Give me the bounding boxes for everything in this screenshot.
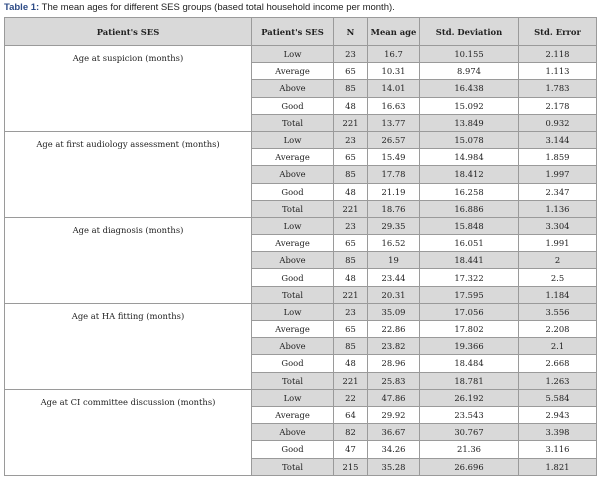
mean-cell: 21.19 [368, 183, 420, 200]
n-cell: 47 [334, 441, 368, 458]
group-label: Age at suspicion (months) [5, 46, 252, 132]
group-label: Age at CI committee discussion (months) [5, 389, 252, 475]
ses-cell: Low [252, 131, 334, 148]
se-cell: 2 [519, 252, 597, 269]
mean-cell: 16.52 [368, 235, 420, 252]
sd-cell: 17.802 [420, 321, 519, 338]
ses-cell: Above [252, 166, 334, 183]
sd-cell: 17.056 [420, 303, 519, 320]
header-cell: Mean age [368, 18, 420, 46]
ses-cell: Average [252, 321, 334, 338]
se-cell: 5.584 [519, 389, 597, 406]
header-cell: Std. Deviation [420, 18, 519, 46]
table-body [5, 46, 597, 476]
ses-cell: Low [252, 303, 334, 320]
ses-cell: Total [252, 372, 334, 389]
table-row [5, 303, 597, 320]
ses-cell: Low [252, 217, 334, 234]
sd-cell: 23.543 [420, 406, 519, 423]
se-cell: 1.997 [519, 166, 597, 183]
n-cell: 65 [334, 63, 368, 80]
se-cell: 2.347 [519, 183, 597, 200]
n-cell: 221 [334, 286, 368, 303]
group-label: Age at first audiology assessment (months) [5, 131, 252, 217]
n-cell: 64 [334, 406, 368, 423]
table-caption [4, 2, 395, 13]
table-row [5, 217, 597, 234]
se-cell: 0.932 [519, 114, 597, 131]
header-cell: Patient's SES [5, 18, 252, 46]
header-cell: Patient's SES [252, 18, 334, 46]
sd-cell: 30.767 [420, 424, 519, 441]
mean-cell: 47.86 [368, 389, 420, 406]
sd-cell: 10.155 [420, 46, 519, 63]
mean-cell: 10.31 [368, 63, 420, 80]
sd-cell: 13.849 [420, 114, 519, 131]
n-cell: 48 [334, 355, 368, 372]
group-label: Age at HA fitting (months) [5, 303, 252, 389]
n-cell: 23 [334, 46, 368, 63]
n-cell: 82 [334, 424, 368, 441]
ses-cell: Above [252, 252, 334, 269]
mean-cell: 22.86 [368, 321, 420, 338]
sd-cell: 17.322 [420, 269, 519, 286]
se-cell: 2.668 [519, 355, 597, 372]
ses-mean-ages-table [4, 17, 597, 476]
se-cell: 1.184 [519, 286, 597, 303]
mean-cell: 23.82 [368, 338, 420, 355]
n-cell: 65 [334, 149, 368, 166]
ses-cell: Good [252, 269, 334, 286]
mean-cell: 18.76 [368, 200, 420, 217]
mean-cell: 19 [368, 252, 420, 269]
ses-cell: Average [252, 406, 334, 423]
se-cell: 1.991 [519, 235, 597, 252]
sd-cell: 26.192 [420, 389, 519, 406]
se-cell: 1.136 [519, 200, 597, 217]
se-cell: 3.398 [519, 424, 597, 441]
sd-cell: 26.696 [420, 458, 519, 475]
n-cell: 221 [334, 372, 368, 389]
ses-cell: Low [252, 389, 334, 406]
header-row [5, 18, 597, 46]
sd-cell: 8.974 [420, 63, 519, 80]
table-row [5, 131, 597, 148]
se-cell: 1.113 [519, 63, 597, 80]
se-cell: 3.144 [519, 131, 597, 148]
ses-cell: Good [252, 441, 334, 458]
n-cell: 48 [334, 97, 368, 114]
n-cell: 215 [334, 458, 368, 475]
sd-cell: 17.595 [420, 286, 519, 303]
ses-cell: Average [252, 149, 334, 166]
n-cell: 85 [334, 166, 368, 183]
mean-cell: 15.49 [368, 149, 420, 166]
sd-cell: 19.366 [420, 338, 519, 355]
sd-cell: 18.441 [420, 252, 519, 269]
ses-cell: Total [252, 114, 334, 131]
header-cell: N [334, 18, 368, 46]
mean-cell: 29.92 [368, 406, 420, 423]
caption-text: The mean ages for different SES groups (based total household income per month). [39, 2, 395, 13]
mean-cell: 20.31 [368, 286, 420, 303]
sd-cell: 16.438 [420, 80, 519, 97]
se-cell: 2.178 [519, 97, 597, 114]
se-cell: 2.118 [519, 46, 597, 63]
n-cell: 221 [334, 200, 368, 217]
ses-cell: Total [252, 458, 334, 475]
mean-cell: 25.83 [368, 372, 420, 389]
mean-cell: 16.7 [368, 46, 420, 63]
ses-cell: Average [252, 235, 334, 252]
ses-cell: Total [252, 200, 334, 217]
ses-cell: Above [252, 338, 334, 355]
n-cell: 22 [334, 389, 368, 406]
mean-cell: 34.26 [368, 441, 420, 458]
se-cell: 3.556 [519, 303, 597, 320]
se-cell: 1.859 [519, 149, 597, 166]
se-cell: 3.304 [519, 217, 597, 234]
se-cell: 1.783 [519, 80, 597, 97]
n-cell: 85 [334, 338, 368, 355]
n-cell: 65 [334, 235, 368, 252]
ses-cell: Good [252, 183, 334, 200]
n-cell: 65 [334, 321, 368, 338]
sd-cell: 16.258 [420, 183, 519, 200]
header-cell: Std. Error [519, 18, 597, 46]
se-cell: 2.1 [519, 338, 597, 355]
n-cell: 23 [334, 217, 368, 234]
se-cell: 2.5 [519, 269, 597, 286]
mean-cell: 23.44 [368, 269, 420, 286]
sd-cell: 15.078 [420, 131, 519, 148]
sd-cell: 18.412 [420, 166, 519, 183]
mean-cell: 17.78 [368, 166, 420, 183]
sd-cell: 15.848 [420, 217, 519, 234]
mean-cell: 13.77 [368, 114, 420, 131]
n-cell: 48 [334, 183, 368, 200]
ses-cell: Low [252, 46, 334, 63]
sd-cell: 14.984 [420, 149, 519, 166]
table-row [5, 389, 597, 406]
se-cell: 3.116 [519, 441, 597, 458]
ses-cell: Total [252, 286, 334, 303]
mean-cell: 35.09 [368, 303, 420, 320]
ses-cell: Good [252, 97, 334, 114]
mean-cell: 14.01 [368, 80, 420, 97]
ses-cell: Good [252, 355, 334, 372]
n-cell: 85 [334, 252, 368, 269]
se-cell: 2.208 [519, 321, 597, 338]
sd-cell: 21.36 [420, 441, 519, 458]
sd-cell: 18.484 [420, 355, 519, 372]
mean-cell: 35.28 [368, 458, 420, 475]
se-cell: 2.943 [519, 406, 597, 423]
sd-cell: 18.781 [420, 372, 519, 389]
se-cell: 1.263 [519, 372, 597, 389]
mean-cell: 29.35 [368, 217, 420, 234]
n-cell: 23 [334, 131, 368, 148]
ses-cell: Above [252, 424, 334, 441]
caption-label: Table 1: [4, 2, 40, 13]
table-row [5, 46, 597, 63]
mean-cell: 36.67 [368, 424, 420, 441]
group-label: Age at diagnosis (months) [5, 217, 252, 303]
n-cell: 221 [334, 114, 368, 131]
ses-cell: Average [252, 63, 334, 80]
mean-cell: 28.96 [368, 355, 420, 372]
sd-cell: 16.051 [420, 235, 519, 252]
se-cell: 1.821 [519, 458, 597, 475]
mean-cell: 26.57 [368, 131, 420, 148]
n-cell: 85 [334, 80, 368, 97]
sd-cell: 15.092 [420, 97, 519, 114]
n-cell: 48 [334, 269, 368, 286]
n-cell: 23 [334, 303, 368, 320]
sd-cell: 16.886 [420, 200, 519, 217]
ses-cell: Above [252, 80, 334, 97]
mean-cell: 16.63 [368, 97, 420, 114]
